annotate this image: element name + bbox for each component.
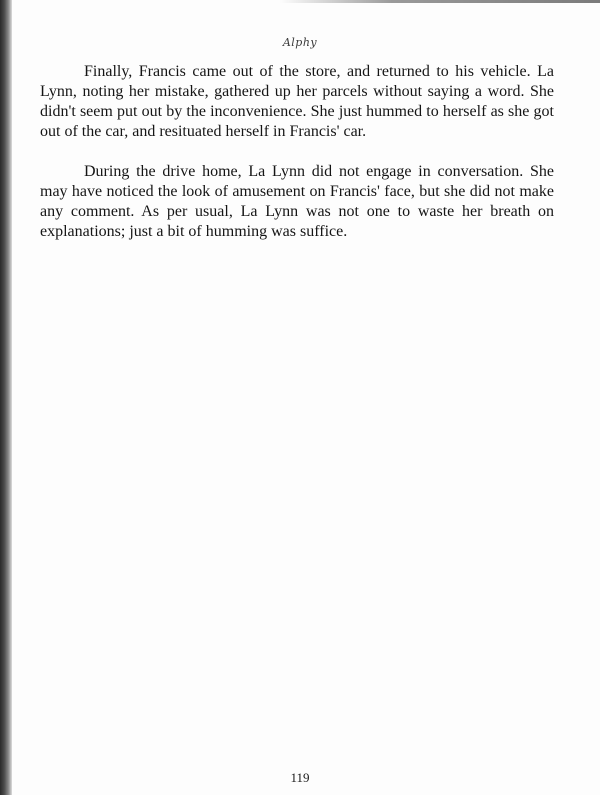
page-top-edge [280, 0, 600, 3]
page-number: 119 [290, 770, 310, 785]
running-header: Alphy [282, 36, 318, 49]
book-spine-shadow [0, 0, 12, 795]
paragraph-2: During the drive home, La Lynn did not engage in conversation. She may have noticed the look of amusement on Francis' face, but she did not make any comment. As per usual, La Lynn was not one to waste her breath on explanations; just a bit of humming was suffice. [40, 163, 554, 240]
paragraph-1: Finally, Francis came out of the store, and returned to his vehicle. La Lynn, noting her mistake, gathered up her parcels without saying a word. She didn't seem put out by the inconvenience. She just hummed to herself as she got out of the car, and resituated herself in Francis' car. [40, 63, 554, 140]
body-text [40, 62, 554, 262]
